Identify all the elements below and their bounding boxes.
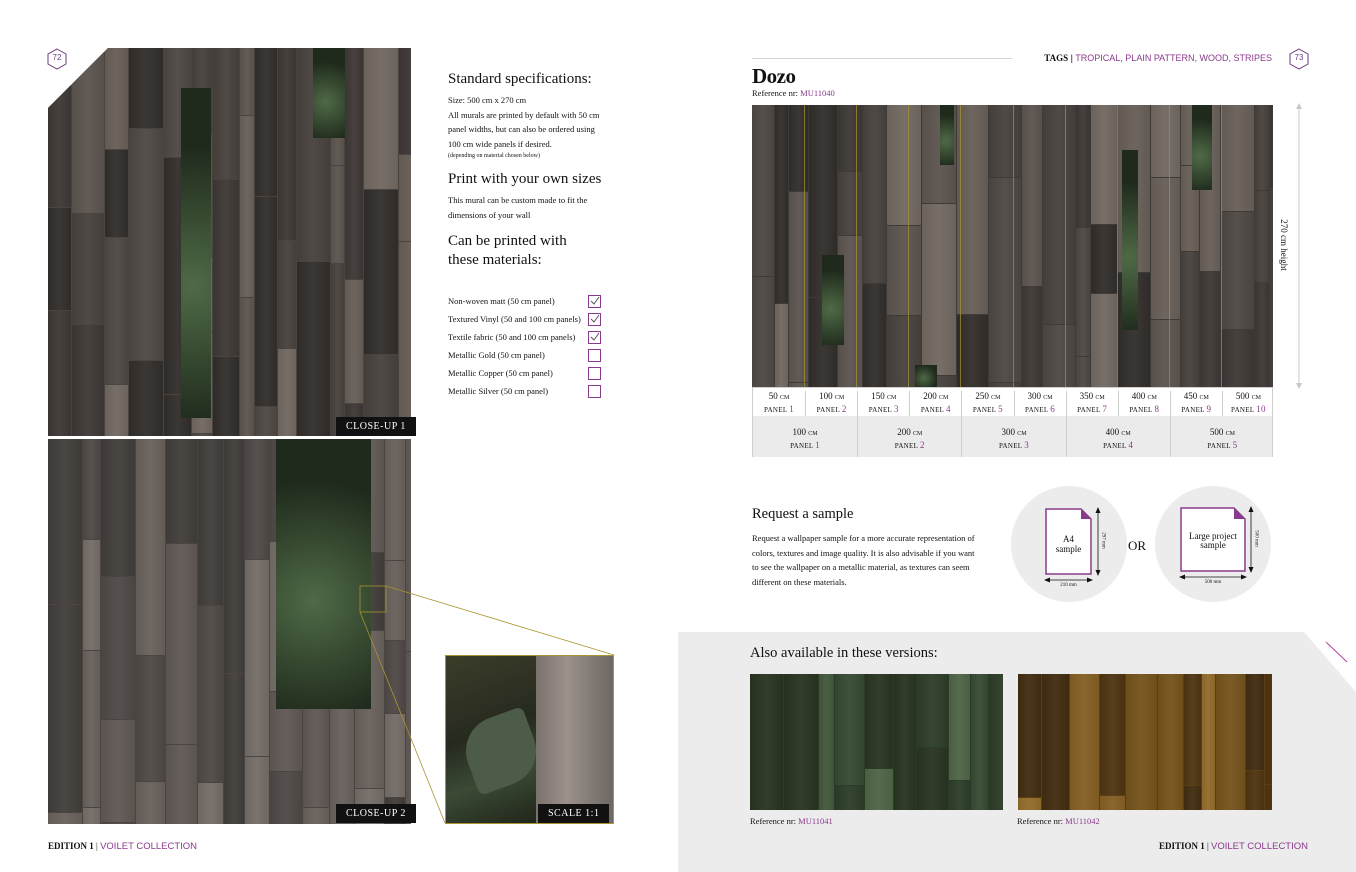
panel-unit: CM bbox=[1017, 431, 1027, 437]
wood-plank bbox=[1270, 105, 1273, 187]
panel-word: PANEL bbox=[894, 442, 918, 450]
panel-number: 3 bbox=[893, 404, 899, 414]
material-checkbox bbox=[588, 349, 601, 362]
panel-50-cell bbox=[753, 391, 805, 416]
wood-plank bbox=[1100, 796, 1125, 810]
wood-plank bbox=[1184, 786, 1201, 810]
panel-cm: 400 bbox=[1105, 427, 1120, 437]
wood-plank bbox=[1246, 771, 1264, 810]
panel-table bbox=[752, 387, 1273, 457]
tags-separator: | bbox=[1068, 53, 1076, 63]
wood-plank bbox=[1202, 674, 1215, 810]
panels-text-1: All murals are printed by default with 50 cm bbox=[448, 109, 600, 120]
wood-plank bbox=[949, 781, 970, 810]
wood-plank bbox=[775, 304, 788, 387]
wood-plank bbox=[894, 674, 916, 810]
own-sizes-text-2: dimensions of your wall bbox=[448, 209, 531, 220]
wood-plank bbox=[1255, 105, 1269, 190]
size-text: Size: 500 cm x 270 cm bbox=[448, 95, 527, 105]
reference-label: Reference nr: bbox=[1017, 816, 1066, 826]
panel-unit: CM bbox=[1147, 395, 1157, 401]
panel-divider bbox=[908, 105, 909, 387]
panel-unit: CM bbox=[991, 395, 1001, 401]
panel-word: PANEL bbox=[1025, 406, 1049, 414]
wood-plank bbox=[1151, 320, 1180, 387]
material-checkbox bbox=[588, 295, 601, 308]
own-sizes-title: Print with your own sizes bbox=[448, 171, 602, 187]
sample-text-line: to see the wallpaper on a metallic material, as textures can seem bbox=[752, 562, 970, 572]
panel-word: PANEL bbox=[790, 442, 814, 450]
or-label: OR bbox=[1128, 538, 1147, 553]
panel-50-cell bbox=[805, 391, 857, 416]
a4-label-line1: A4 bbox=[1063, 534, 1074, 544]
wood-plank bbox=[1070, 674, 1099, 810]
version-gold-reference bbox=[1017, 816, 1100, 826]
wood-plank bbox=[1022, 105, 1042, 286]
wood-plank bbox=[838, 105, 862, 171]
large-height-label: 500 mm bbox=[1253, 530, 1259, 547]
versions-title: Also available in these versions: bbox=[750, 645, 938, 661]
wood-plank bbox=[775, 105, 788, 303]
panel-50-cell bbox=[1222, 391, 1274, 416]
standard-specs-title: Standard specifications: bbox=[448, 71, 592, 87]
a4-label-line2: sample bbox=[1055, 544, 1082, 554]
wood-plank bbox=[989, 105, 1021, 177]
page-number-badge-right bbox=[1289, 48, 1309, 70]
wood-plank bbox=[989, 178, 1021, 382]
wood-plank bbox=[1246, 674, 1264, 770]
check-icon bbox=[590, 314, 600, 324]
wood-plank bbox=[1265, 785, 1272, 810]
panel-50-cell bbox=[909, 391, 961, 416]
wood-plank bbox=[835, 674, 864, 785]
wood-plank bbox=[1018, 674, 1041, 797]
material-checkbox bbox=[588, 331, 601, 344]
footer-collection: VOILET COLLECTION bbox=[100, 841, 198, 852]
page-number-right: 73 bbox=[1294, 53, 1304, 62]
a4-sample-circle bbox=[1011, 486, 1127, 602]
wood-plank bbox=[863, 105, 886, 283]
panel-number: 4 bbox=[1128, 440, 1134, 450]
wood-plank bbox=[1158, 674, 1183, 810]
a4-height-label: 297 mm bbox=[1100, 532, 1106, 549]
wood-plank bbox=[1018, 798, 1041, 810]
wood-plank bbox=[1265, 674, 1272, 784]
wood-plank bbox=[1043, 325, 1075, 387]
panel-number: 6 bbox=[1050, 404, 1056, 414]
wood-plank bbox=[1100, 674, 1125, 795]
panels-note: (depending on material chosen below) bbox=[448, 153, 540, 159]
panel-cm: 200 bbox=[923, 391, 937, 401]
panel-word: PANEL bbox=[1231, 406, 1255, 414]
sample-text-line: colors, textures and image quality. It is also advisable if you want bbox=[752, 547, 975, 558]
panel-word: PANEL bbox=[972, 406, 997, 414]
footer-left bbox=[48, 841, 197, 852]
wood-plank bbox=[1255, 283, 1269, 387]
wood-plank bbox=[1200, 272, 1220, 387]
panel-number: 9 bbox=[1206, 404, 1212, 414]
panel-divider bbox=[804, 105, 805, 387]
panel-number: 1 bbox=[815, 440, 821, 450]
foliage-gap bbox=[1192, 105, 1212, 190]
panels-text-2: panel widths, but can also be ordered using bbox=[448, 124, 595, 134]
wood-plank bbox=[1126, 674, 1157, 810]
wood-plank bbox=[752, 105, 774, 276]
scale-image bbox=[445, 655, 614, 824]
footer-separator: | bbox=[93, 841, 101, 851]
own-sizes-text-1: This mural can be custom made to fit the bbox=[448, 195, 588, 205]
tags-values: TROPICAL, PLAIN PATTERN, WOOD, STRIPES bbox=[1075, 53, 1272, 63]
large-label bbox=[1181, 532, 1245, 550]
large-label-line2: sample bbox=[1200, 540, 1226, 550]
panel-word: PANEL bbox=[920, 406, 944, 414]
wood-plank bbox=[835, 786, 864, 810]
large-label-line1: Large project bbox=[1188, 531, 1238, 541]
panel-cm: 250 bbox=[975, 391, 989, 401]
material-label: Metallic Silver (50 cm panel) bbox=[448, 386, 549, 396]
wood-plank bbox=[1221, 105, 1254, 211]
material-label: Metallic Gold (50 cm panel) bbox=[448, 350, 545, 360]
wood-plank bbox=[784, 674, 818, 810]
foliage-gap bbox=[1122, 150, 1138, 330]
panel-word: PANEL bbox=[998, 442, 1023, 450]
panel-50-cell bbox=[1170, 391, 1222, 416]
panel-word: PANEL bbox=[1103, 442, 1127, 450]
title-rule bbox=[752, 58, 1012, 59]
panel-word: PANEL bbox=[1077, 406, 1101, 414]
wood-plank bbox=[971, 674, 988, 810]
panel-100-cell bbox=[753, 416, 857, 457]
panel-divider bbox=[1013, 105, 1014, 387]
wood-plank bbox=[1221, 212, 1254, 329]
large-width-label: 500 mm bbox=[1204, 580, 1222, 585]
wood-plank bbox=[917, 674, 948, 747]
panel-cm: 200 bbox=[897, 427, 911, 437]
wood-plank bbox=[1270, 188, 1273, 291]
wood-plank bbox=[957, 105, 988, 314]
panel-cm: 500 bbox=[1235, 391, 1250, 401]
check-icon bbox=[590, 296, 600, 306]
panel-100-cell bbox=[857, 416, 961, 457]
panel-cm: 50 bbox=[768, 391, 778, 401]
panel-divider bbox=[1117, 105, 1118, 387]
reference-value: MU11042 bbox=[1065, 816, 1100, 826]
panel-number: 10 bbox=[1256, 404, 1266, 414]
panel-number: 4 bbox=[946, 404, 951, 414]
foliage-gap bbox=[915, 365, 937, 387]
panel-unit: CM bbox=[1043, 395, 1053, 401]
panel-word: PANEL bbox=[1207, 442, 1231, 450]
product-reference bbox=[752, 88, 835, 98]
closeup-1-label: CLOSE-UP 1 bbox=[336, 417, 416, 436]
material-checkbox bbox=[588, 367, 601, 380]
panel-number: 2 bbox=[919, 440, 925, 450]
wood-plank bbox=[1270, 292, 1273, 387]
a4-label bbox=[1046, 534, 1091, 554]
wood-plank bbox=[1151, 105, 1180, 177]
foliage-gap bbox=[940, 105, 954, 165]
wood-plank bbox=[922, 204, 956, 375]
panel-50-cell bbox=[1066, 391, 1118, 416]
panel-50-cell bbox=[1014, 391, 1066, 416]
footer-edition: EDITION 1 bbox=[48, 841, 94, 851]
sample-description bbox=[752, 531, 992, 589]
height-label: 270 cm height bbox=[1279, 219, 1289, 271]
panel-cm: 100 bbox=[819, 391, 833, 401]
wood-plank bbox=[752, 277, 774, 387]
wood-plank bbox=[949, 674, 970, 780]
panel-word: PANEL bbox=[1181, 406, 1205, 414]
wood-plank bbox=[1181, 252, 1199, 387]
panel-unit: CM bbox=[1095, 395, 1105, 401]
panel-cm: 150 bbox=[871, 391, 885, 401]
product-title: Dozo bbox=[752, 64, 796, 88]
large-sample-circle bbox=[1155, 486, 1271, 602]
panel-unit: CM bbox=[808, 431, 818, 437]
materials-title-2: these materials: bbox=[448, 252, 542, 268]
panel-unit: CM bbox=[1121, 431, 1131, 437]
materials-title-1: Can be printed with bbox=[448, 233, 567, 249]
corner-accent-line bbox=[1322, 640, 1350, 664]
panel-number: 7 bbox=[1102, 404, 1108, 414]
panel-cm: 500 bbox=[1209, 427, 1224, 437]
wood-plank bbox=[887, 105, 921, 225]
closeup-2-label: CLOSE-UP 2 bbox=[336, 804, 416, 823]
wood-plank bbox=[1221, 330, 1254, 387]
panel-number: 5 bbox=[998, 404, 1003, 414]
material-label: Textured Vinyl (50 and 100 cm panels) bbox=[448, 314, 581, 324]
panel-number: 5 bbox=[1232, 440, 1238, 450]
panel-unit: CM bbox=[834, 395, 845, 401]
panel-unit: CM bbox=[939, 395, 949, 401]
panel-unit: CM bbox=[912, 431, 923, 437]
sample-text-line: different on these materials. bbox=[752, 576, 847, 587]
footer-edition: EDITION 1 bbox=[1158, 841, 1205, 851]
wood-plank bbox=[1076, 357, 1090, 387]
panel-word: PANEL bbox=[816, 406, 840, 414]
specifications bbox=[448, 70, 618, 270]
panel-divider bbox=[856, 105, 857, 387]
version-green-image[interactable] bbox=[750, 674, 1003, 810]
wood-plank bbox=[957, 315, 988, 387]
panel-word: PANEL bbox=[764, 406, 788, 414]
reference-value: MU11040 bbox=[800, 88, 835, 98]
wood-plank bbox=[1091, 225, 1117, 293]
panel-number: 3 bbox=[1024, 440, 1029, 450]
page-number-left: 72 bbox=[52, 53, 62, 62]
height-arrow bbox=[1292, 103, 1306, 391]
sample-title: Request a sample bbox=[752, 506, 854, 522]
material-checkbox bbox=[588, 313, 601, 326]
panel-unit: CM bbox=[780, 395, 790, 401]
wood-plank bbox=[1091, 294, 1117, 387]
wood-plank bbox=[1255, 191, 1269, 282]
sample-text-line: Request a wallpaper sample for a more accurate representation of bbox=[752, 533, 975, 543]
panel-divider bbox=[1221, 105, 1222, 387]
material-label: Metallic Copper (50 cm panel) bbox=[448, 368, 553, 378]
wood-plank bbox=[1076, 105, 1090, 227]
foliage-gap bbox=[822, 255, 844, 345]
panel-divider bbox=[1065, 105, 1066, 387]
reference-value: MU11041 bbox=[798, 816, 833, 826]
material-checkbox bbox=[588, 385, 601, 398]
panel-word: PANEL bbox=[868, 406, 892, 414]
panel-unit: CM bbox=[1251, 395, 1261, 401]
version-gold-image[interactable] bbox=[1018, 674, 1272, 810]
a4-width-label: 210 mm bbox=[1060, 583, 1077, 588]
reference-label: Reference nr: bbox=[752, 88, 801, 98]
scale-label: SCALE 1:1 bbox=[538, 804, 609, 823]
footer-collection: VOILET COLLECTION bbox=[1211, 841, 1308, 852]
version-green-reference bbox=[750, 816, 833, 826]
wood-plank bbox=[1216, 674, 1245, 810]
wood-plank bbox=[989, 674, 1003, 810]
panel-divider bbox=[1169, 105, 1170, 387]
panel-unit: CM bbox=[1199, 395, 1209, 401]
panel-100-cell bbox=[1170, 416, 1274, 457]
wood-plank bbox=[750, 674, 783, 810]
wood-plank bbox=[1076, 228, 1090, 356]
panel-cm: 300 bbox=[1027, 391, 1041, 401]
check-icon bbox=[590, 332, 600, 342]
panel-50-cell bbox=[857, 391, 909, 416]
panel-number: 8 bbox=[1154, 404, 1160, 414]
material-label: Textile fabric (50 and 100 cm panels) bbox=[448, 332, 576, 342]
panel-word: PANEL bbox=[1129, 406, 1153, 414]
footer-right bbox=[1159, 841, 1308, 852]
panel-number: 2 bbox=[841, 404, 847, 414]
panel-cm: 300 bbox=[1001, 427, 1015, 437]
panel-unit: CM bbox=[886, 395, 897, 401]
panel-cm: 400 bbox=[1131, 391, 1146, 401]
footer-separator: | bbox=[1204, 841, 1212, 851]
panel-number: 1 bbox=[789, 404, 795, 414]
tags-line bbox=[1044, 53, 1272, 63]
reference-label: Reference nr: bbox=[750, 816, 799, 826]
wood-plank bbox=[838, 172, 862, 235]
panel-100-cell bbox=[961, 416, 1065, 457]
panel-cm: 450 bbox=[1183, 391, 1198, 401]
wood-plank bbox=[1022, 287, 1042, 387]
wood-plank bbox=[819, 674, 834, 810]
panel-unit: CM bbox=[1225, 431, 1235, 437]
panel-50-cell bbox=[1118, 391, 1170, 416]
wood-plank bbox=[865, 769, 893, 810]
panel-50-cell bbox=[961, 391, 1013, 416]
wood-plank bbox=[1151, 178, 1180, 319]
mural-image bbox=[752, 105, 1273, 387]
wood-plank bbox=[1043, 105, 1075, 324]
wood-plank bbox=[863, 284, 886, 387]
wood-plank bbox=[1184, 674, 1201, 785]
wood-plank bbox=[1042, 674, 1069, 810]
wood-plank bbox=[887, 226, 921, 315]
panel-100-cell bbox=[1066, 416, 1170, 457]
material-label: Non-woven matt (50 cm panel) bbox=[448, 296, 555, 306]
wood-plank bbox=[917, 748, 948, 810]
tags-label: TAGS bbox=[1044, 53, 1069, 63]
wood-plank bbox=[865, 674, 893, 768]
wood-plank bbox=[1091, 105, 1117, 224]
panel-cm: 350 bbox=[1079, 391, 1094, 401]
wood-plank bbox=[789, 192, 808, 382]
wood-plank bbox=[789, 105, 808, 191]
panel-cm: 100 bbox=[792, 427, 807, 437]
panels-text-3: 100 cm wide panels if desired. bbox=[448, 138, 552, 149]
panel-divider bbox=[960, 105, 961, 387]
